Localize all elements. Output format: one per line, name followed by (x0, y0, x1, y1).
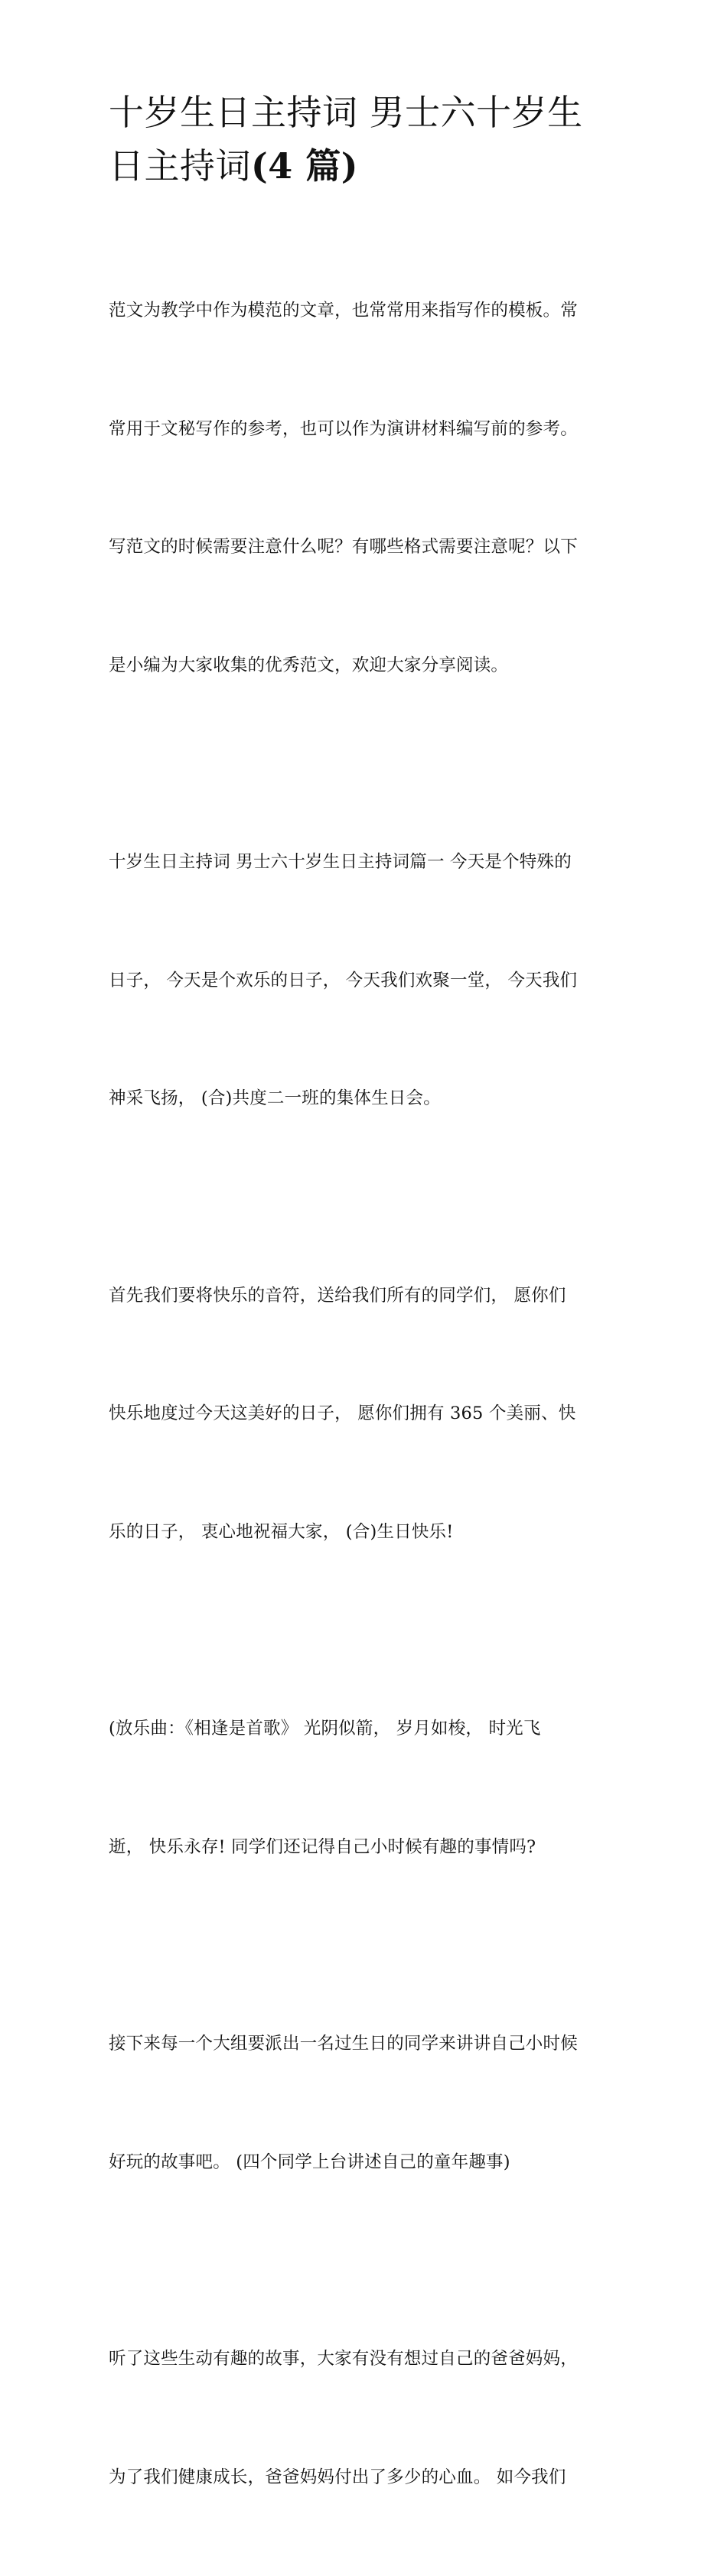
paragraph-line: 乐的日子， 衷心地祝福大家， (合)生日快乐! (109, 1521, 454, 1542)
title-line-2-suffix: (4 篇) (251, 145, 359, 187)
title-line-1: 十岁生日主持词 男士六十岁生 (109, 92, 583, 133)
paragraph-stories (109, 1946, 623, 2261)
document-body (109, 213, 623, 2576)
paragraph-line: 逝， 快乐永存! 同学们还记得自己小时候有趣的事情吗? (109, 1836, 536, 1857)
paragraph-line: 范文为教学中作为模范的文章，也常常用来指写作的模板。常 (109, 301, 578, 320)
document-title (109, 86, 623, 193)
paragraph-line: 为了我们健康成长，爸爸妈妈付出了多少的心血。 如今我们 (109, 2467, 566, 2487)
paragraph-intro (109, 213, 623, 764)
paragraph-line: (放乐曲：《相逢是首歌》 光阴似箭， 岁月如梭， 时光飞 (109, 1719, 541, 1738)
document-content (109, 86, 623, 2576)
title-line-2-prefix: 日主持词 (109, 145, 251, 187)
paragraph-line: 十岁生日主持词 男士六十岁生日主持词篇一 今天是个特殊的 (109, 852, 572, 872)
paragraph-line: 快乐地度过今天这美好的日子， 愿你们拥有 365 个美丽、快 (109, 1403, 576, 1423)
title-line-2 (109, 139, 623, 193)
paragraph-music (109, 1631, 623, 1946)
paragraph-line: 是小编为大家收集的优秀范文，欢迎大家分享阅读。 (109, 655, 509, 675)
paragraph-line: 日子， 今天是个欢乐的日子， 今天我们欢聚一堂， 今天我们 (109, 970, 578, 990)
paragraph-parents (109, 2261, 623, 2576)
paragraph-opening (109, 764, 623, 1198)
paragraph-line: 常用于文秘写作的参考，也可以作为演讲材料编写前的参考。 (109, 418, 578, 439)
paragraph-greeting (109, 1198, 623, 1631)
paragraph-line: 首先我们要将快乐的音符，送给我们所有的同学们， 愿你们 (109, 1285, 566, 1306)
paragraph-line: 写范文的时候需要注意什么呢？有哪些格式需要注意呢？以下 (109, 537, 578, 557)
paragraph-line: 接下来每一个大组要派出一名过生日的同学来讲讲自己小时候 (109, 2034, 578, 2054)
paragraph-line: 好玩的故事吧。 (四个同学上台讲述自己的童年趣事) (109, 2152, 510, 2172)
paragraph-line: 听了这些生动有趣的故事，大家有没有想过自己的爸爸妈妈， (109, 2349, 578, 2369)
paragraph-line: 神采飞扬， (合)共度二一班的集体生日会。 (109, 1088, 441, 1108)
